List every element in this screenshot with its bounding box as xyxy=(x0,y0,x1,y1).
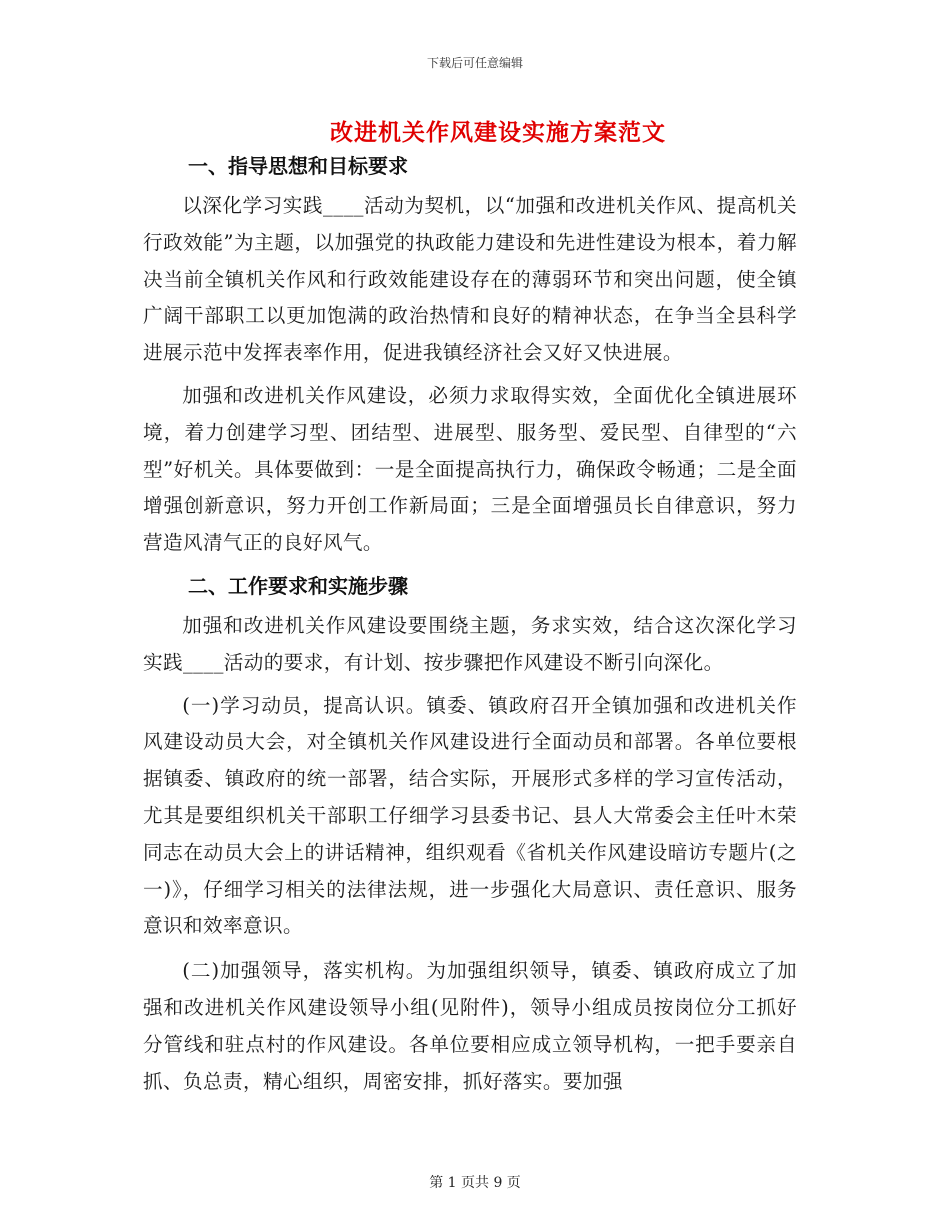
paragraph: (二)加强领导，落实机构。为加强组织领导，镇委、镇政府成立了加强和改进机关作风建设领导小组(见附件)，领导小组成员按岗位分工抓好分管线和驻点村的作风建设。各单位要相应成立领导机构，一把手要亲自抓、负总责，精心组织，周密安排，抓好落实。要加强 xyxy=(143,959,797,1093)
document-body xyxy=(143,148,797,1100)
page-number: 第 1 页共 9 页 xyxy=(429,1175,521,1191)
document-title: 改进机关作风建设实施方案范文 xyxy=(330,119,666,146)
paragraph: (一)学习动员，提高认识。镇委、镇政府召开全镇加强和改进机关作风建设动员大会，对全镇机关作风建设进行全面动员和部署。各单位要根据镇委、镇政府的统一部署，结合实际，开展形式多样的学习宣传活动，尤其是要组织机关干部职工仔细学习县委书记、县人大常委会主任叶木荣同志在动员大会上的讲话精神，组织观看《省机关作风建设暗访专题片(之一)》，仔细学习相关的法律法规，进一步强化大局意识、责任意识、服务意识和效率意识。 xyxy=(143,693,797,938)
section-heading-1: 一、指导思想和目标要求 xyxy=(188,154,408,178)
section-heading-2: 二、工作要求和实施步骤 xyxy=(188,573,408,598)
paragraph: 加强和改进机关作风建设要围绕主题，务求实效，结合这次深化学习实践____活动的要求，有计划、按步骤把作风建设不断引向深化。 xyxy=(143,613,797,674)
paragraph: 加强和改进机关作风建设，必须力求取得实效，全面优化全镇进展环境，着力创建学习型、团结型、进展型、服务型、爱民型、自律型的“六型”好机关。具体要做到：一是全面提高执行力，确保政令畅通；二是全面增强创新意识，努力开创工作新局面；三是全面增强员长自律意识，努力营造风清气正的良好风气。 xyxy=(143,383,797,555)
header-note: 下载后可任意编辑 xyxy=(426,56,523,70)
paragraph: 以深化学习实践____活动为契机，以“加强和改进机关作风、提高机关行政效能”为主题，以加强党的执政能力建设和先进性建设为根本，着力解决当前全镇机关作风和行政效能建设存在的薄弱环节和突出问题，使全镇广阔干部职工以更加饱满的政治热情和良好的精神状态，在争当全县科学进展示范中发挥表率作用，促进我镇经济社会又好又快进展。 xyxy=(143,194,797,365)
